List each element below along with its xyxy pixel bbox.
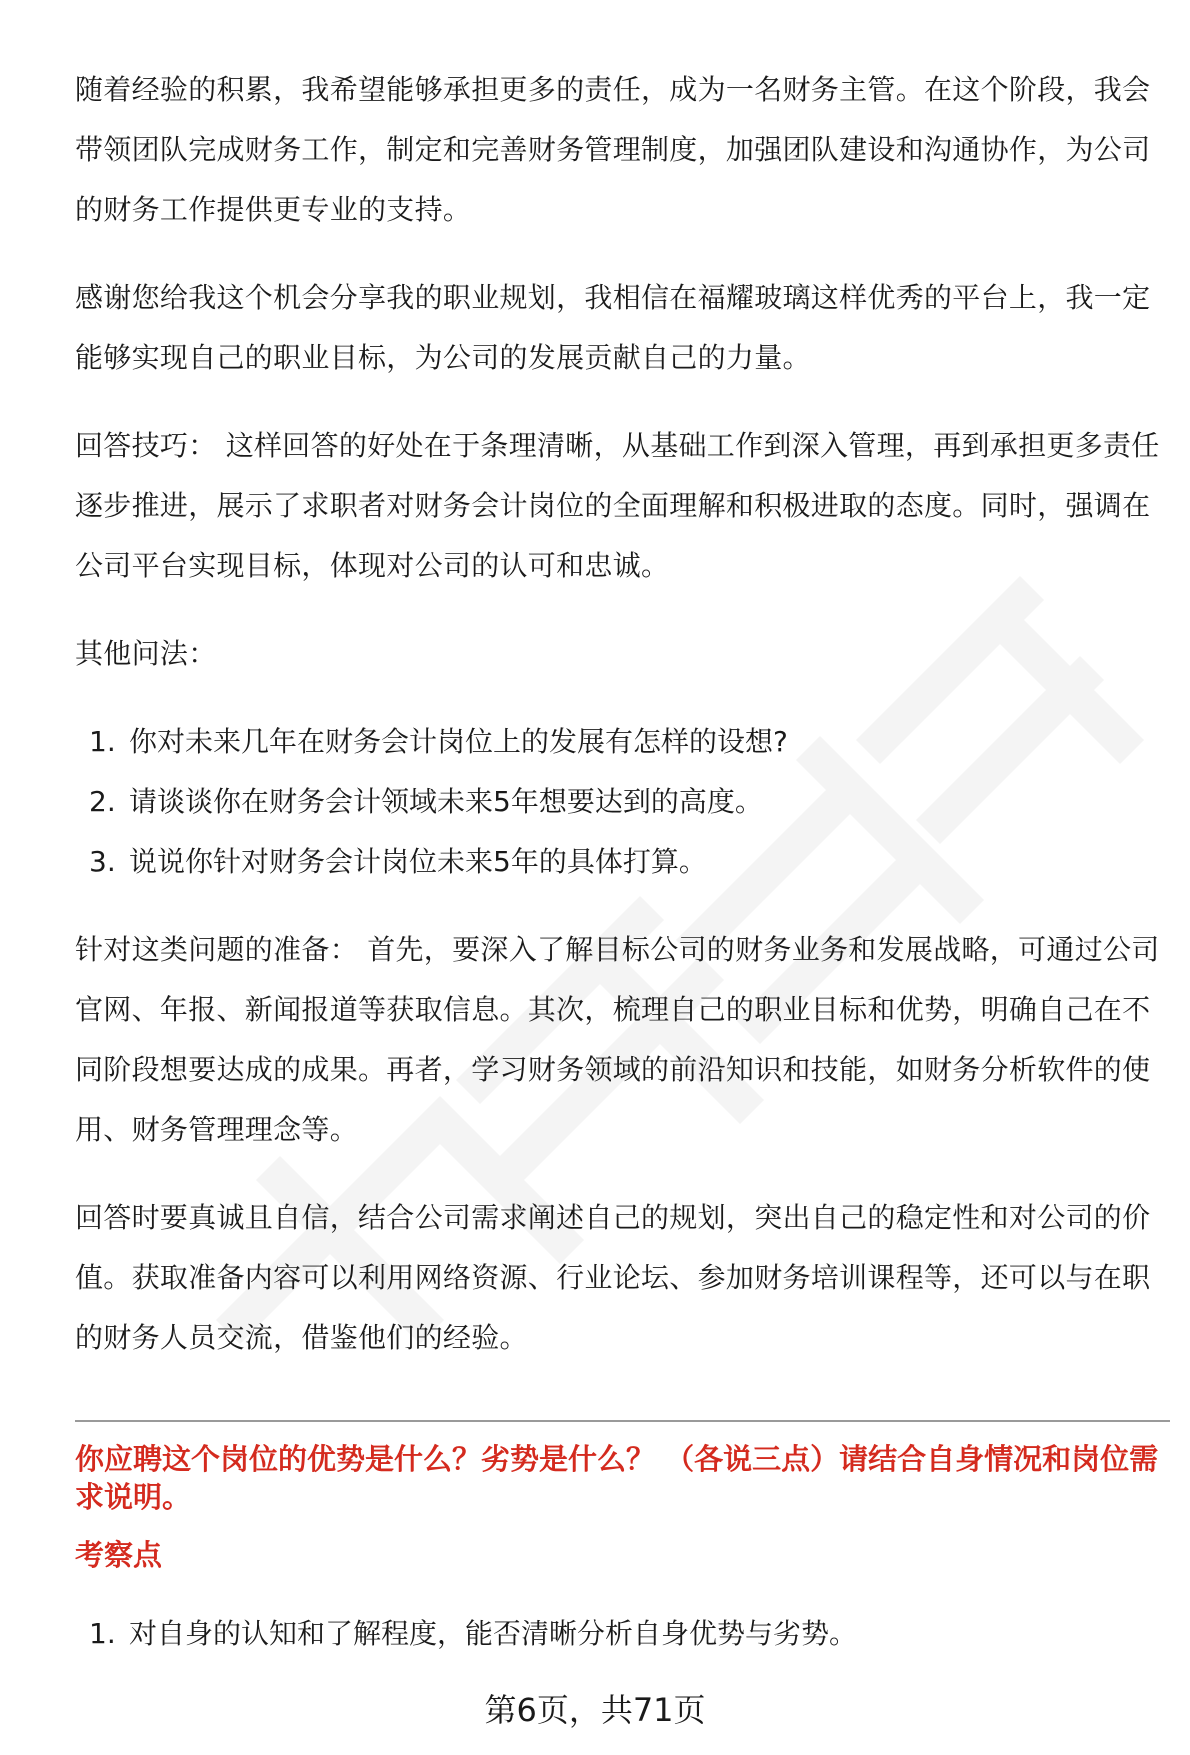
document-page: [75, 60, 1170, 1692]
list-item-text: 请谈谈你在财务会计领域未来5年想要达到的高度。: [129, 785, 763, 818]
list-item-number: 3.: [89, 845, 116, 878]
list-item-number: 1.: [89, 725, 116, 758]
list-item: [75, 712, 1170, 772]
list-item-number: 1.: [89, 1617, 116, 1650]
list-item-text: 你对未来几年在财务会计岗位上的发展有怎样的设想?: [129, 725, 788, 758]
paragraph-answer-tips: 回答技巧： 这样回答的好处在于条理清晰，从基础工作到深入管理，再到承担更多责任逐步推进，展示了求职者对财务会计岗位的全面理解和积极进取的态度。同时，强调在公司平台实现目标，体现对公司的认可和忠诚。: [75, 429, 1160, 582]
paragraph-thanks: 感谢您给我这个机会分享我的职业规划，我相信在福耀玻璃这样优秀的平台上，我一定能够实现自己的职业目标，为公司的发展贡献自己的力量。: [75, 281, 1151, 374]
paragraph-answer-attitude: 回答时要真诚且自信，结合公司需求阐述自己的规划，突出自己的稳定性和对公司的价值。获取准备内容可以利用网络资源、行业论坛、参加财务培训课程等，还可以与在职的财务人员交流，借鉴他们的经验。: [75, 1201, 1151, 1354]
paragraph-career-supervisor: 随着经验的积累，我希望能够承担更多的责任，成为一名财务主管。在这个阶段，我会带领团队完成财务工作，制定和完善财务管理制度，加强团队建设和沟通协作，为公司的财务工作提供更专业的支持。: [75, 73, 1151, 226]
other-questions-list: [75, 712, 1170, 892]
list-item: [75, 1604, 1170, 1664]
paragraph-other-questions-label: 其他问法：: [75, 637, 217, 670]
section-heading-assessment: 考察点: [75, 1538, 163, 1572]
list-item: [75, 832, 1170, 892]
page-number-footer: 第6页，共71页: [484, 1691, 706, 1729]
list-item: [75, 772, 1170, 832]
question-title: 你应聘这个岗位的优势是什么？劣势是什么？ （各说三点）请结合自身情况和岗位需求说明。: [75, 1442, 1159, 1514]
paragraph-preparation: 针对这类问题的准备： 首先，要深入了解目标公司的财务业务和发展战略，可通过公司官网、年报、新闻报道等获取信息。其次，梳理自己的职业目标和优势，明确自己在不同阶段想要达成的成果。再者，学习财务领域的前沿知识和技能，如财务分析软件的使用、财务管理理念等。: [75, 933, 1160, 1146]
section-divider: [75, 1420, 1170, 1422]
list-item-text: 说说你针对财务会计岗位未来5年的具体打算。: [129, 845, 707, 878]
list-item-number: 2.: [89, 785, 116, 818]
assessment-points-list: [75, 1604, 1170, 1664]
list-item-text: 对自身的认知和了解程度，能否清晰分析自身优势与劣势。: [129, 1617, 858, 1650]
